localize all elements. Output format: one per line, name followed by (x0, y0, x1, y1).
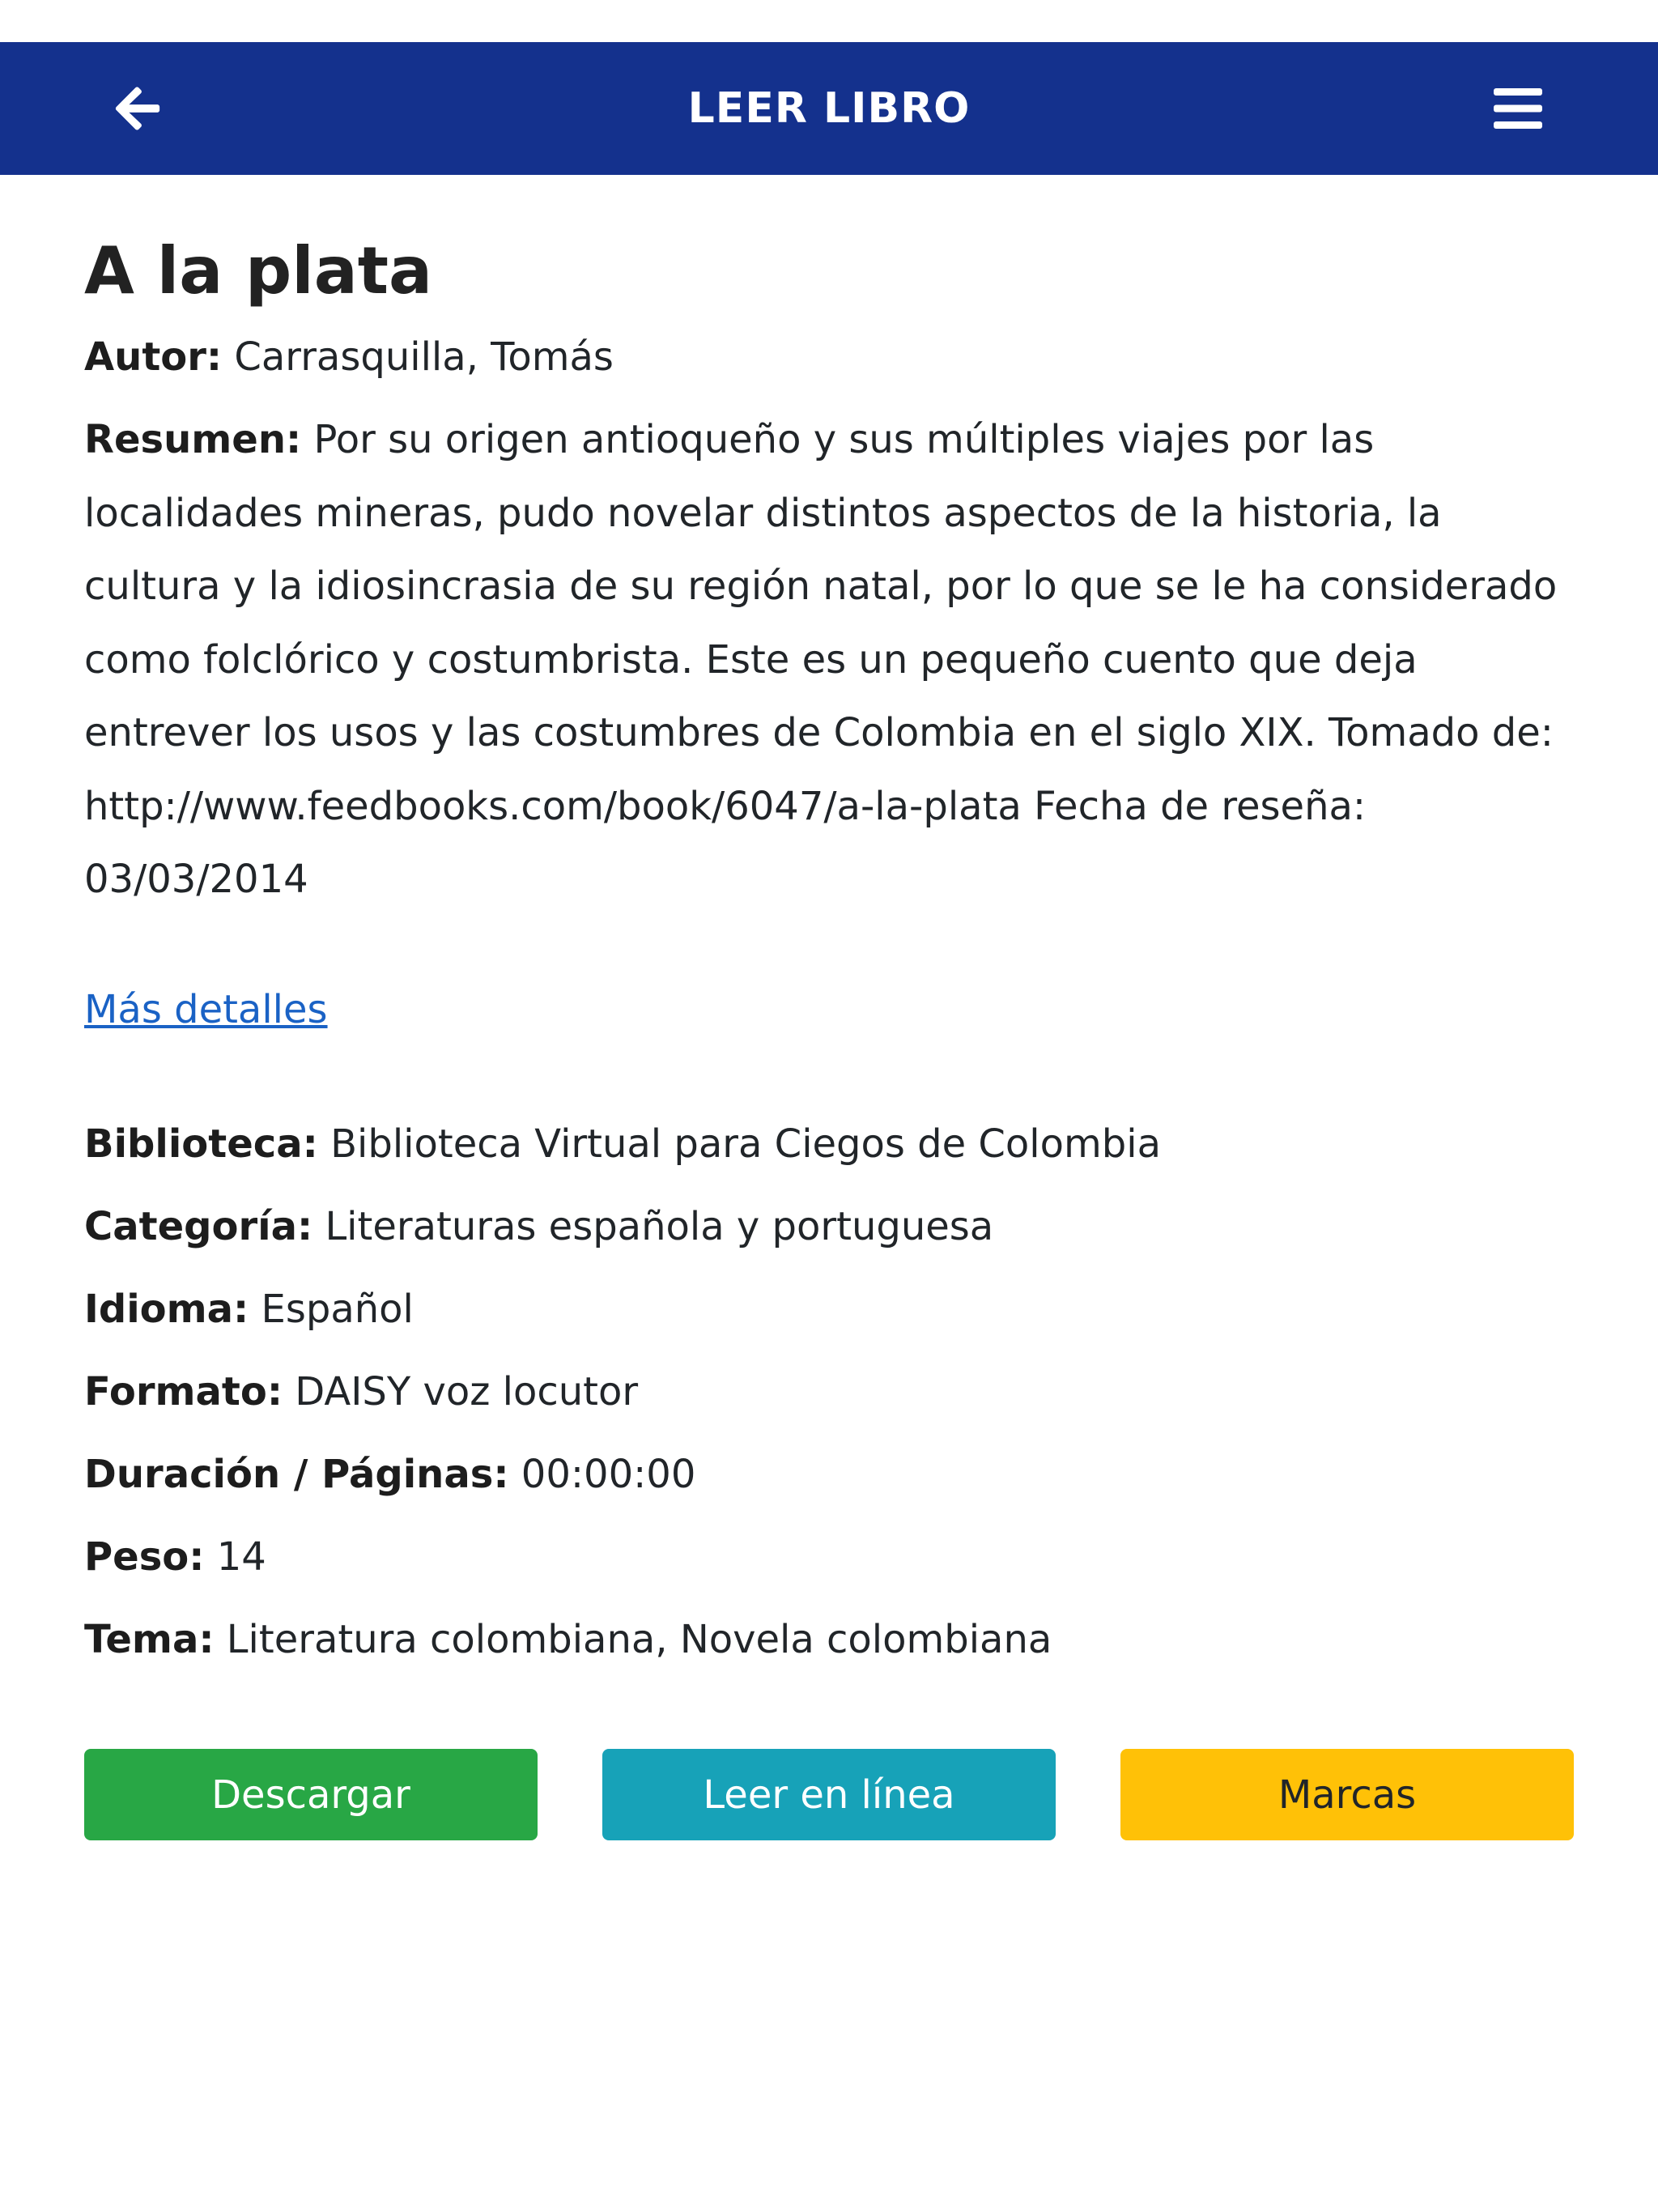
detail-label: Categoría: (84, 1203, 313, 1249)
detail-duration (84, 1433, 1574, 1516)
detail-format (84, 1351, 1574, 1433)
detail-label: Formato: (84, 1368, 283, 1414)
summary-text: Por su origen antioqueño y sus múltiples viajes por las localidades mineras, pudo novelar distintos aspectos de la historia, la cultura y la idiosincrasia de su región natal, por lo que se le ha considerado como folclórico y costumbrista. Este es un pequeño cuento que deja entrever los usos y las costumbres de Colombia en el siglo XIX. Tomado de: http://www.feedbooks.com/book/6047/a-la-plata Fecha de reseña: 03/03/2014 (84, 417, 1558, 902)
detail-value: 14 (216, 1534, 266, 1580)
detail-value: Literatura colombiana, Novela colombiana (226, 1616, 1052, 1662)
summary (84, 403, 1582, 917)
detail-label: Tema: (84, 1616, 215, 1662)
detail-label: Biblioteca: (84, 1121, 318, 1167)
bookmarks-button[interactable]: Marcas (1120, 1749, 1574, 1840)
detail-weight (84, 1516, 1574, 1598)
book-title: A la plata (84, 233, 432, 308)
detail-library (84, 1103, 1574, 1185)
download-button[interactable]: Descargar (84, 1749, 538, 1840)
detail-label: Duración / Páginas: (84, 1451, 509, 1497)
detail-value: Biblioteca Virtual para Ciegos de Colombia (330, 1121, 1161, 1167)
metadata-list (84, 1103, 1574, 1681)
detail-value: DAISY voz locutor (295, 1368, 639, 1414)
author-row (84, 316, 1574, 398)
detail-topic (84, 1598, 1574, 1681)
detail-category (84, 1185, 1574, 1268)
detail-label: Peso: (84, 1534, 205, 1580)
summary-label: Resumen: (84, 417, 302, 462)
page-title: LEER LIBRO (687, 84, 971, 133)
book-details (84, 227, 1574, 1681)
back-button[interactable] (97, 74, 178, 143)
action-buttons (84, 1749, 1574, 1840)
more-details-link[interactable]: Más detalles (84, 986, 328, 1032)
arrow-left-icon (113, 83, 163, 134)
author-label: Autor: (84, 334, 223, 380)
author-value: Carrasquilla, Tomás (234, 334, 614, 380)
hamburger-menu-icon (1494, 87, 1542, 130)
read-online-button[interactable]: Leer en línea (602, 1749, 1056, 1840)
detail-language (84, 1268, 1574, 1351)
detail-value: Español (261, 1286, 414, 1332)
detail-value: Literaturas española y portuguesa (325, 1203, 994, 1249)
menu-button[interactable] (1473, 74, 1562, 143)
detail-value: 00:00:00 (521, 1451, 696, 1497)
top-app-bar (0, 42, 1658, 175)
detail-label: Idioma: (84, 1286, 249, 1332)
